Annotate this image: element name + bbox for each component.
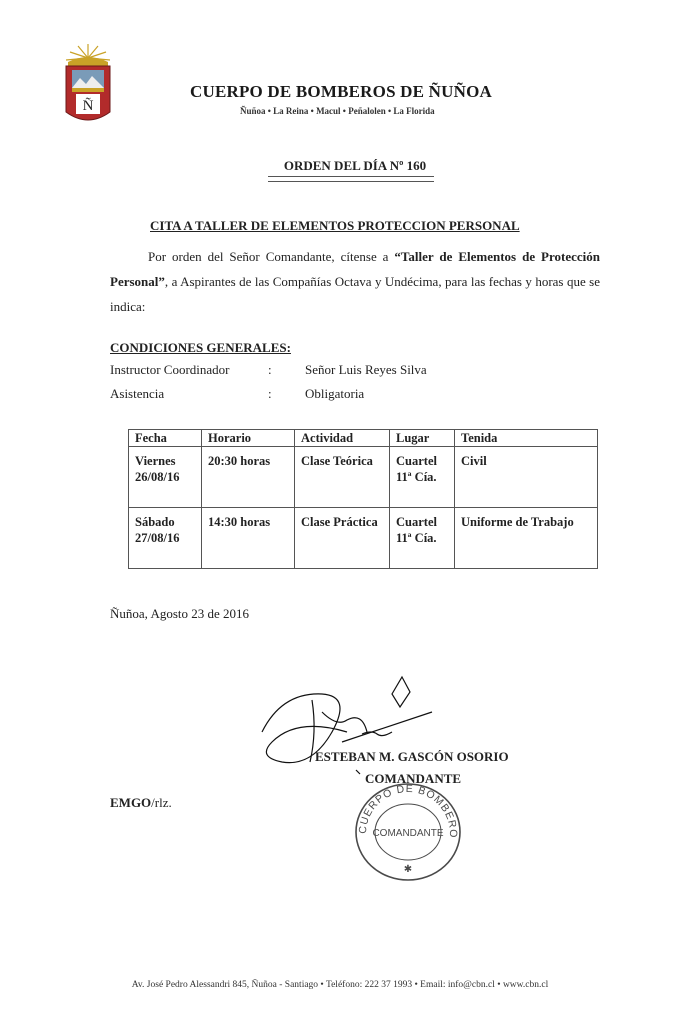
actividad-cell: Clase Teórica: [295, 447, 390, 508]
condition-label: Asistencia: [110, 386, 165, 401]
horario-cell: 14:30 horas: [202, 508, 295, 569]
condition-value: Obligatoria: [305, 386, 365, 401]
horario-cell: 20:30 horas: [202, 447, 295, 508]
body-rest: , a Aspirantes de las Compañías Octava y Undécima, para las fechas y horas que se indica:: [110, 274, 600, 314]
subject-heading: CITA A TALLER DE ELEMENTOS PROTECCION PERSONAL: [150, 218, 520, 233]
tenida-cell: Civil: [455, 447, 598, 508]
table-row: [129, 447, 598, 508]
author-initials: EMGO/rlz.: [110, 795, 172, 810]
schedule-table: [128, 429, 598, 569]
column-header: Lugar: [390, 430, 455, 447]
lugar-cell: Cuartel 11ª Cía.: [390, 508, 455, 569]
signer-role: COMANDANTE: [365, 771, 462, 786]
condition-label: Instructor Coordinador: [110, 362, 230, 377]
official-stamp: [348, 778, 468, 886]
organization-title: CUERPO DE BOMBEROS DE ÑUÑOA: [190, 82, 492, 101]
conditions-title: CONDICIONES GENERALES:: [110, 340, 291, 355]
tenida-cell: Uniforme de Trabajo: [455, 508, 598, 569]
footer-contact: Av. José Pedro Alessandri 845, Ñuñoa - Santiago • Teléfono: 222 37 1993 • Email: info@cbn.cl • www.cbn.cl: [131, 980, 549, 990]
column-header: Fecha: [129, 430, 202, 447]
actividad-cell: Clase Práctica: [295, 508, 390, 569]
table-row: [129, 508, 598, 569]
order-title-rule: [268, 176, 434, 182]
body-highlight: “Taller de Elementos de Protección Personal”: [110, 249, 601, 289]
condition-colon: :: [268, 386, 272, 401]
condition-value: Señor Luis Reyes Silva: [305, 362, 427, 377]
handwritten-signature: [252, 672, 452, 782]
order-title: ORDEN DEL DÍA Nº 160: [283, 158, 427, 173]
fire-brigade-logo: [62, 40, 114, 130]
fecha-cell: Sábado 27/08/16: [129, 508, 202, 569]
organization-communes: Ñuñoa • La Reina • Macul • Peñalolen • La Florida: [240, 106, 435, 116]
table-header-row: [129, 430, 598, 447]
body-paragraph: [110, 244, 600, 319]
column-header: Actividad: [295, 430, 390, 447]
signer-name: ESTEBAN M. GASCÓN OSORIO: [315, 749, 509, 764]
column-header: Tenida: [455, 430, 598, 447]
fecha-cell: Viernes 26/08/16: [129, 447, 202, 508]
svg-text:✱: ✱: [403, 864, 413, 875]
condition-colon: :: [268, 362, 272, 377]
stamp-ring-text: CUERPO DE BOMBERO: [356, 782, 460, 839]
column-header: Horario: [202, 430, 295, 447]
date-line: Ñuñoa, Agosto 23 de 2016: [110, 606, 250, 621]
lugar-cell: Cuartel 11ª Cía.: [390, 447, 455, 508]
logo-letter: Ñ: [82, 98, 94, 114]
stamp-center-text: COMANDANTE: [372, 828, 444, 839]
body-intro: Por orden del Señor Comandante, cítense a: [148, 249, 395, 264]
